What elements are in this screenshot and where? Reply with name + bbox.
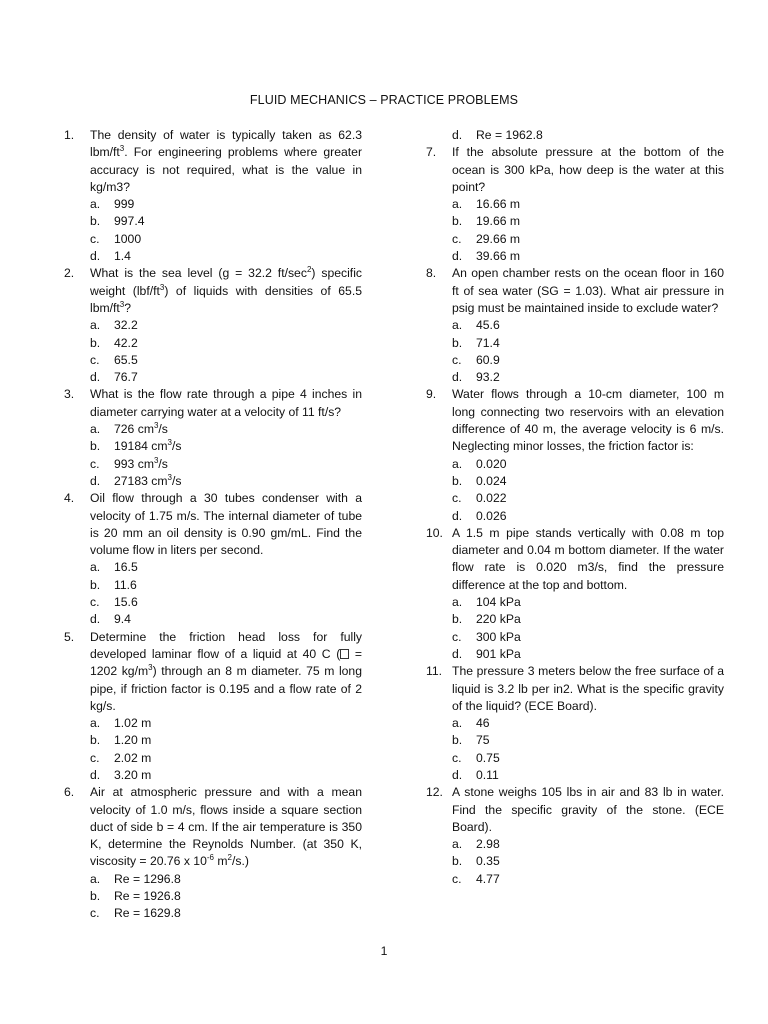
answer-option (426, 248, 724, 265)
option-letter: b. (452, 612, 463, 627)
option-letter: d. (452, 646, 463, 661)
text-run: A 1.5 m pipe stands vertically with 0.08 m top diameter and 0.04 m bottom diameter. If the water flow rate is 0.020 m3/s, find the pressure difference at the top and bottom. (452, 525, 724, 592)
option-letter: b. (90, 577, 101, 592)
answer-option (426, 473, 724, 490)
text-run: 19184 cm (114, 439, 168, 454)
option-letter: c. (452, 871, 462, 886)
option-text (114, 560, 138, 574)
option-text (114, 370, 138, 384)
question-number: 9. (426, 387, 437, 402)
question-number: 3. (64, 387, 75, 402)
option-text (114, 733, 151, 747)
question-number: 10. (426, 525, 443, 540)
option-text (476, 474, 507, 488)
answer-option (64, 750, 362, 767)
option-text (114, 457, 168, 471)
text-run: 3.20 m (114, 767, 152, 782)
option-letter: a. (90, 560, 101, 575)
question-number: 11. (426, 664, 443, 679)
option-letter: d. (452, 508, 463, 523)
superscript: 3 (119, 144, 125, 154)
answer-option (426, 715, 724, 732)
text-run: 93.2 (476, 370, 500, 385)
option-text (476, 768, 499, 782)
question (64, 127, 362, 196)
option-text (476, 647, 521, 661)
option-text (114, 578, 137, 592)
option-letter: b. (90, 214, 101, 229)
text-run: What is the flow rate through a pipe 4 inches in diameter carrying water at a velocity of 11 ft/s? (90, 387, 362, 419)
question-number: 6. (64, 785, 75, 800)
option-text (114, 716, 151, 730)
text-run: 104 kPa (476, 595, 521, 610)
option-letter: b. (452, 854, 463, 869)
superscript: 2 (306, 265, 312, 275)
text-run: 76.7 (114, 370, 138, 385)
superscript: 3 (153, 455, 159, 465)
text-run: /s (158, 456, 168, 471)
option-text (114, 768, 151, 782)
answer-option (426, 369, 724, 386)
text-run: 9.4 (114, 612, 131, 627)
option-text (114, 422, 168, 436)
option-text (476, 630, 521, 644)
question (426, 386, 724, 455)
option-text (476, 751, 500, 765)
option-text (476, 491, 507, 505)
question (426, 265, 724, 317)
question-number: 2. (64, 266, 75, 281)
option-text (476, 457, 507, 471)
text-run: /s (171, 473, 182, 488)
text-run: Re = 1629.8 (114, 906, 181, 921)
option-text (114, 612, 131, 626)
text-run: 32.2 (114, 318, 138, 333)
option-text (476, 214, 520, 228)
question-number: 5. (64, 629, 75, 644)
text-run: = 1202 kg/m (90, 646, 362, 679)
text-run: 39.66 m (476, 249, 521, 264)
option-text (476, 837, 500, 851)
answer-option (64, 335, 362, 352)
answer-option (426, 231, 724, 248)
answer-option (426, 853, 724, 870)
text-run: If the absolute pressure at the bottom of the ocean is 300 kPa, how deep is the water at this point? (452, 145, 724, 194)
answer-option (426, 196, 724, 213)
option-letter: d. (452, 128, 463, 142)
text-run: ? (124, 300, 132, 315)
option-letter: b. (452, 335, 463, 350)
option-letter: c. (90, 595, 100, 610)
option-letter: d. (452, 767, 463, 782)
option-letter: d. (452, 370, 463, 385)
option-letter: a. (90, 871, 101, 886)
text-run: ) of liquids with densities of 65.5 lbm/ft (90, 283, 362, 315)
question-text (90, 127, 362, 196)
option-text (114, 439, 181, 453)
question-text (90, 265, 362, 317)
option-text (114, 197, 134, 211)
answer-option (64, 732, 362, 749)
left-column (64, 127, 362, 923)
option-letter: c. (452, 629, 462, 644)
superscript: 3 (148, 663, 153, 673)
option-text (476, 854, 500, 868)
question (426, 525, 724, 594)
question-text (452, 144, 724, 196)
text-run: 0.026 (476, 508, 507, 523)
option-letter: a. (452, 456, 463, 471)
option-text (476, 595, 521, 609)
option-letter: c. (452, 231, 462, 246)
option-text (476, 509, 507, 523)
option-letter: d. (90, 370, 101, 385)
text-run: 1.20 m (114, 733, 152, 748)
question-number: 8. (426, 266, 437, 281)
answer-option (64, 317, 362, 334)
option-letter: b. (90, 733, 101, 748)
question (426, 663, 724, 715)
answer-option (426, 317, 724, 334)
option-letter: b. (452, 733, 463, 748)
option-letter: c. (452, 750, 462, 765)
text-run: 1.02 m (114, 716, 152, 731)
text-run: 901 kPa (476, 646, 521, 661)
option-letter: a. (452, 716, 463, 731)
text-run: 300 kPa (476, 629, 521, 644)
option-text (114, 751, 151, 765)
text-run: 726 cm (114, 422, 154, 437)
answer-option (426, 836, 724, 853)
option-text (114, 474, 181, 488)
answer-option (426, 335, 724, 352)
question (426, 144, 724, 196)
option-letter: a. (90, 197, 101, 212)
question-text (90, 386, 362, 421)
text-run: 46 (476, 716, 490, 731)
option-letter: c. (452, 352, 462, 367)
answer-option (64, 559, 362, 576)
question-text (90, 784, 362, 870)
text-run: 4.77 (476, 871, 500, 886)
answer-option (64, 715, 362, 732)
option-letter: c. (90, 456, 100, 471)
answer-option (426, 629, 724, 646)
question (64, 490, 362, 559)
text-run: ) specific weight (lbf/ft (90, 266, 362, 298)
question-text (90, 490, 362, 559)
text-run: A stone weighs 105 lbs in air and 83 lb in water. Find the specific gravity of the stone. (ECE Board). (452, 785, 724, 834)
answer-option (426, 732, 724, 749)
answer-option (426, 352, 724, 369)
answer-option (64, 611, 362, 628)
option-letter: b. (90, 889, 101, 904)
answer-option (64, 871, 362, 888)
option-letter: b. (452, 214, 463, 229)
question-text (452, 265, 724, 317)
text-run: . For engineering problems where greater accuracy is not required, what is the value in kg/m3? (90, 145, 362, 194)
answer-option (64, 213, 362, 230)
question-number: 7. (426, 145, 437, 160)
text-run: 220 kPa (476, 612, 521, 627)
text-run: m (213, 854, 228, 869)
text-run: 60.9 (476, 352, 500, 367)
option-text (476, 128, 543, 142)
option-text (476, 232, 520, 246)
option-text (476, 370, 500, 384)
text-run: 0.11 (476, 767, 499, 782)
option-letter: a. (452, 197, 463, 212)
option-text (476, 353, 500, 367)
option-letter: d. (90, 612, 101, 627)
option-text (114, 595, 138, 609)
option-letter: b. (90, 335, 101, 350)
option-text (476, 872, 500, 886)
option-text (476, 249, 520, 263)
option-text (114, 353, 138, 367)
text-run: What is the sea level (g = 32.2 ft/sec (90, 266, 307, 281)
text-run: Re = 1962.8 (476, 128, 543, 142)
option-text (476, 612, 521, 626)
answer-option (64, 421, 362, 438)
superscript: 3 (119, 299, 125, 309)
text-run: 16.5 (114, 560, 138, 575)
answer-option (64, 594, 362, 611)
page-title: FLUID MECHANICS – PRACTICE PROBLEMS (249, 93, 519, 107)
question (64, 629, 362, 715)
option-letter: a. (90, 716, 101, 731)
question-number: 4. (64, 491, 75, 506)
answer-option (426, 871, 724, 888)
option-letter: c. (90, 750, 100, 765)
text-run: 29.66 m (476, 231, 521, 246)
answer-option (64, 438, 362, 455)
text-run: /s (158, 422, 168, 437)
option-text (114, 889, 181, 903)
text-run: An open chamber rests on the ocean floor in 160 ft of sea water (SG = 1.03). What air pressure in psig must be maintained inside to exclude water? (452, 266, 724, 315)
text-run: /s (171, 439, 182, 454)
answer-option (64, 369, 362, 386)
answer-option (426, 213, 724, 230)
question (64, 784, 362, 870)
text-run: Water flows through a 10-cm diameter, 100 m long connecting two reservoirs with an elevation difference of 40 m, the average velocity is 6 m/s. Neglecting minor losses, the friction factor is: (452, 387, 724, 454)
rho-symbol-icon (340, 649, 349, 659)
answer-option (64, 905, 362, 922)
question-text (452, 386, 724, 455)
option-letter: d. (90, 249, 101, 264)
question-number: 1. (64, 128, 75, 142)
option-text (114, 318, 138, 332)
option-letter: b. (90, 439, 101, 454)
text-run: /s.) (231, 854, 249, 869)
text-run: 2.02 m (114, 750, 152, 765)
text-run: 65.5 (114, 352, 138, 367)
answer-option (426, 127, 724, 144)
option-text (114, 872, 181, 886)
answer-option (426, 456, 724, 473)
text-run: Re = 1926.8 (114, 889, 181, 904)
answer-option (64, 473, 362, 490)
text-run: 0.020 (476, 456, 507, 471)
option-text (114, 249, 131, 263)
option-letter: a. (452, 318, 463, 333)
answer-option (64, 248, 362, 265)
answer-option (426, 490, 724, 507)
option-letter: c. (452, 491, 462, 506)
question-text (452, 784, 724, 836)
text-run: 0.022 (476, 491, 507, 506)
superscript: 3 (167, 438, 172, 448)
text-run: 1000 (114, 231, 142, 246)
superscript: 2 (227, 853, 232, 863)
option-letter: a. (452, 595, 463, 610)
text-run: 71.4 (476, 335, 500, 350)
option-letter: d. (90, 473, 101, 488)
text-run: 993 cm (114, 456, 154, 471)
text-run: 42.2 (114, 335, 138, 350)
text-run: Oil flow through a 30 tubes condenser with a velocity of 1.75 m/s. The internal diameter of tube is 20 mm an oil density is 0.90 gm/mL. Find the volume flow in liters per second. (90, 491, 362, 558)
answer-option (64, 888, 362, 905)
text-run: 997.4 (114, 214, 145, 229)
option-letter: a. (90, 422, 101, 437)
text-run: Air at atmospheric pressure and with a mean velocity of 1.0 m/s, flows inside a square section duct of side b = 4 cm. If the air temperature is 350 K, determine the Reynolds Number. (at 350 K, viscosity = 20.76 x 10 (90, 785, 362, 869)
text-run: 16.66 m (476, 197, 521, 212)
text-run: 27183 cm (114, 473, 168, 488)
option-letter: a. (452, 837, 463, 852)
answer-option (64, 577, 362, 594)
question (64, 265, 362, 317)
answer-option (64, 767, 362, 784)
page-number: 1 (380, 944, 388, 958)
right-column (426, 127, 724, 888)
option-text (476, 197, 520, 211)
answer-option (64, 231, 362, 248)
option-text (476, 733, 490, 747)
option-letter: c. (90, 906, 100, 921)
text-run: 19.66 m (476, 214, 521, 229)
option-letter: c. (90, 352, 100, 367)
question-text (452, 663, 724, 715)
answer-option (426, 767, 724, 784)
text-run: 1.4 (114, 249, 131, 264)
text-run: 0.75 (476, 750, 500, 765)
answer-option (426, 611, 724, 628)
answer-option (426, 646, 724, 663)
text-run: Re = 1296.8 (114, 871, 181, 886)
option-letter: d. (452, 249, 463, 264)
question-text (90, 629, 362, 715)
option-text (114, 336, 138, 350)
text-run: 45.6 (476, 318, 500, 333)
text-run: 11.6 (114, 577, 137, 592)
question (64, 386, 362, 421)
text-run: 75 (476, 733, 490, 748)
question-number: 12. (426, 785, 443, 800)
superscript: 3 (159, 282, 165, 292)
question-text (452, 525, 724, 594)
superscript: 3 (153, 421, 159, 431)
text-run: ) through an 8 m diameter. 75 m long pipe, if friction factor is 0.195 and a flow rate of 2 kg/s. (90, 664, 362, 713)
option-text (114, 906, 181, 920)
option-letter: b. (452, 473, 463, 488)
text-run: 15.6 (114, 595, 138, 610)
text-run: Determine the friction head loss for fully developed laminar flow of a liquid at 40 C ( (90, 629, 362, 661)
option-text (114, 214, 145, 228)
answer-option (426, 594, 724, 611)
question (426, 784, 724, 836)
superscript: -6 (206, 853, 214, 863)
answer-option (64, 352, 362, 369)
text-run: 0.024 (476, 473, 507, 488)
text-run: 2.98 (476, 837, 500, 852)
option-letter: d. (90, 767, 101, 782)
text-run: 0.35 (476, 854, 500, 869)
option-letter: a. (90, 318, 101, 333)
text-run: The density of water is typically taken as 62.3 lbm/ft (90, 128, 362, 160)
answer-option (64, 196, 362, 213)
option-text (114, 232, 141, 246)
text-run: The pressure 3 meters below the free surface of a liquid is 3.2 lb per in2. What is the specific gravity of the liquid? (ECE Board). (452, 664, 724, 713)
option-text (476, 336, 500, 350)
option-text (476, 318, 500, 332)
option-letter: c. (90, 231, 100, 246)
answer-option (64, 456, 362, 473)
option-text (476, 716, 490, 730)
superscript: 3 (167, 472, 172, 482)
answer-option (426, 508, 724, 525)
answer-option (426, 750, 724, 767)
text-run: 999 (114, 197, 135, 212)
